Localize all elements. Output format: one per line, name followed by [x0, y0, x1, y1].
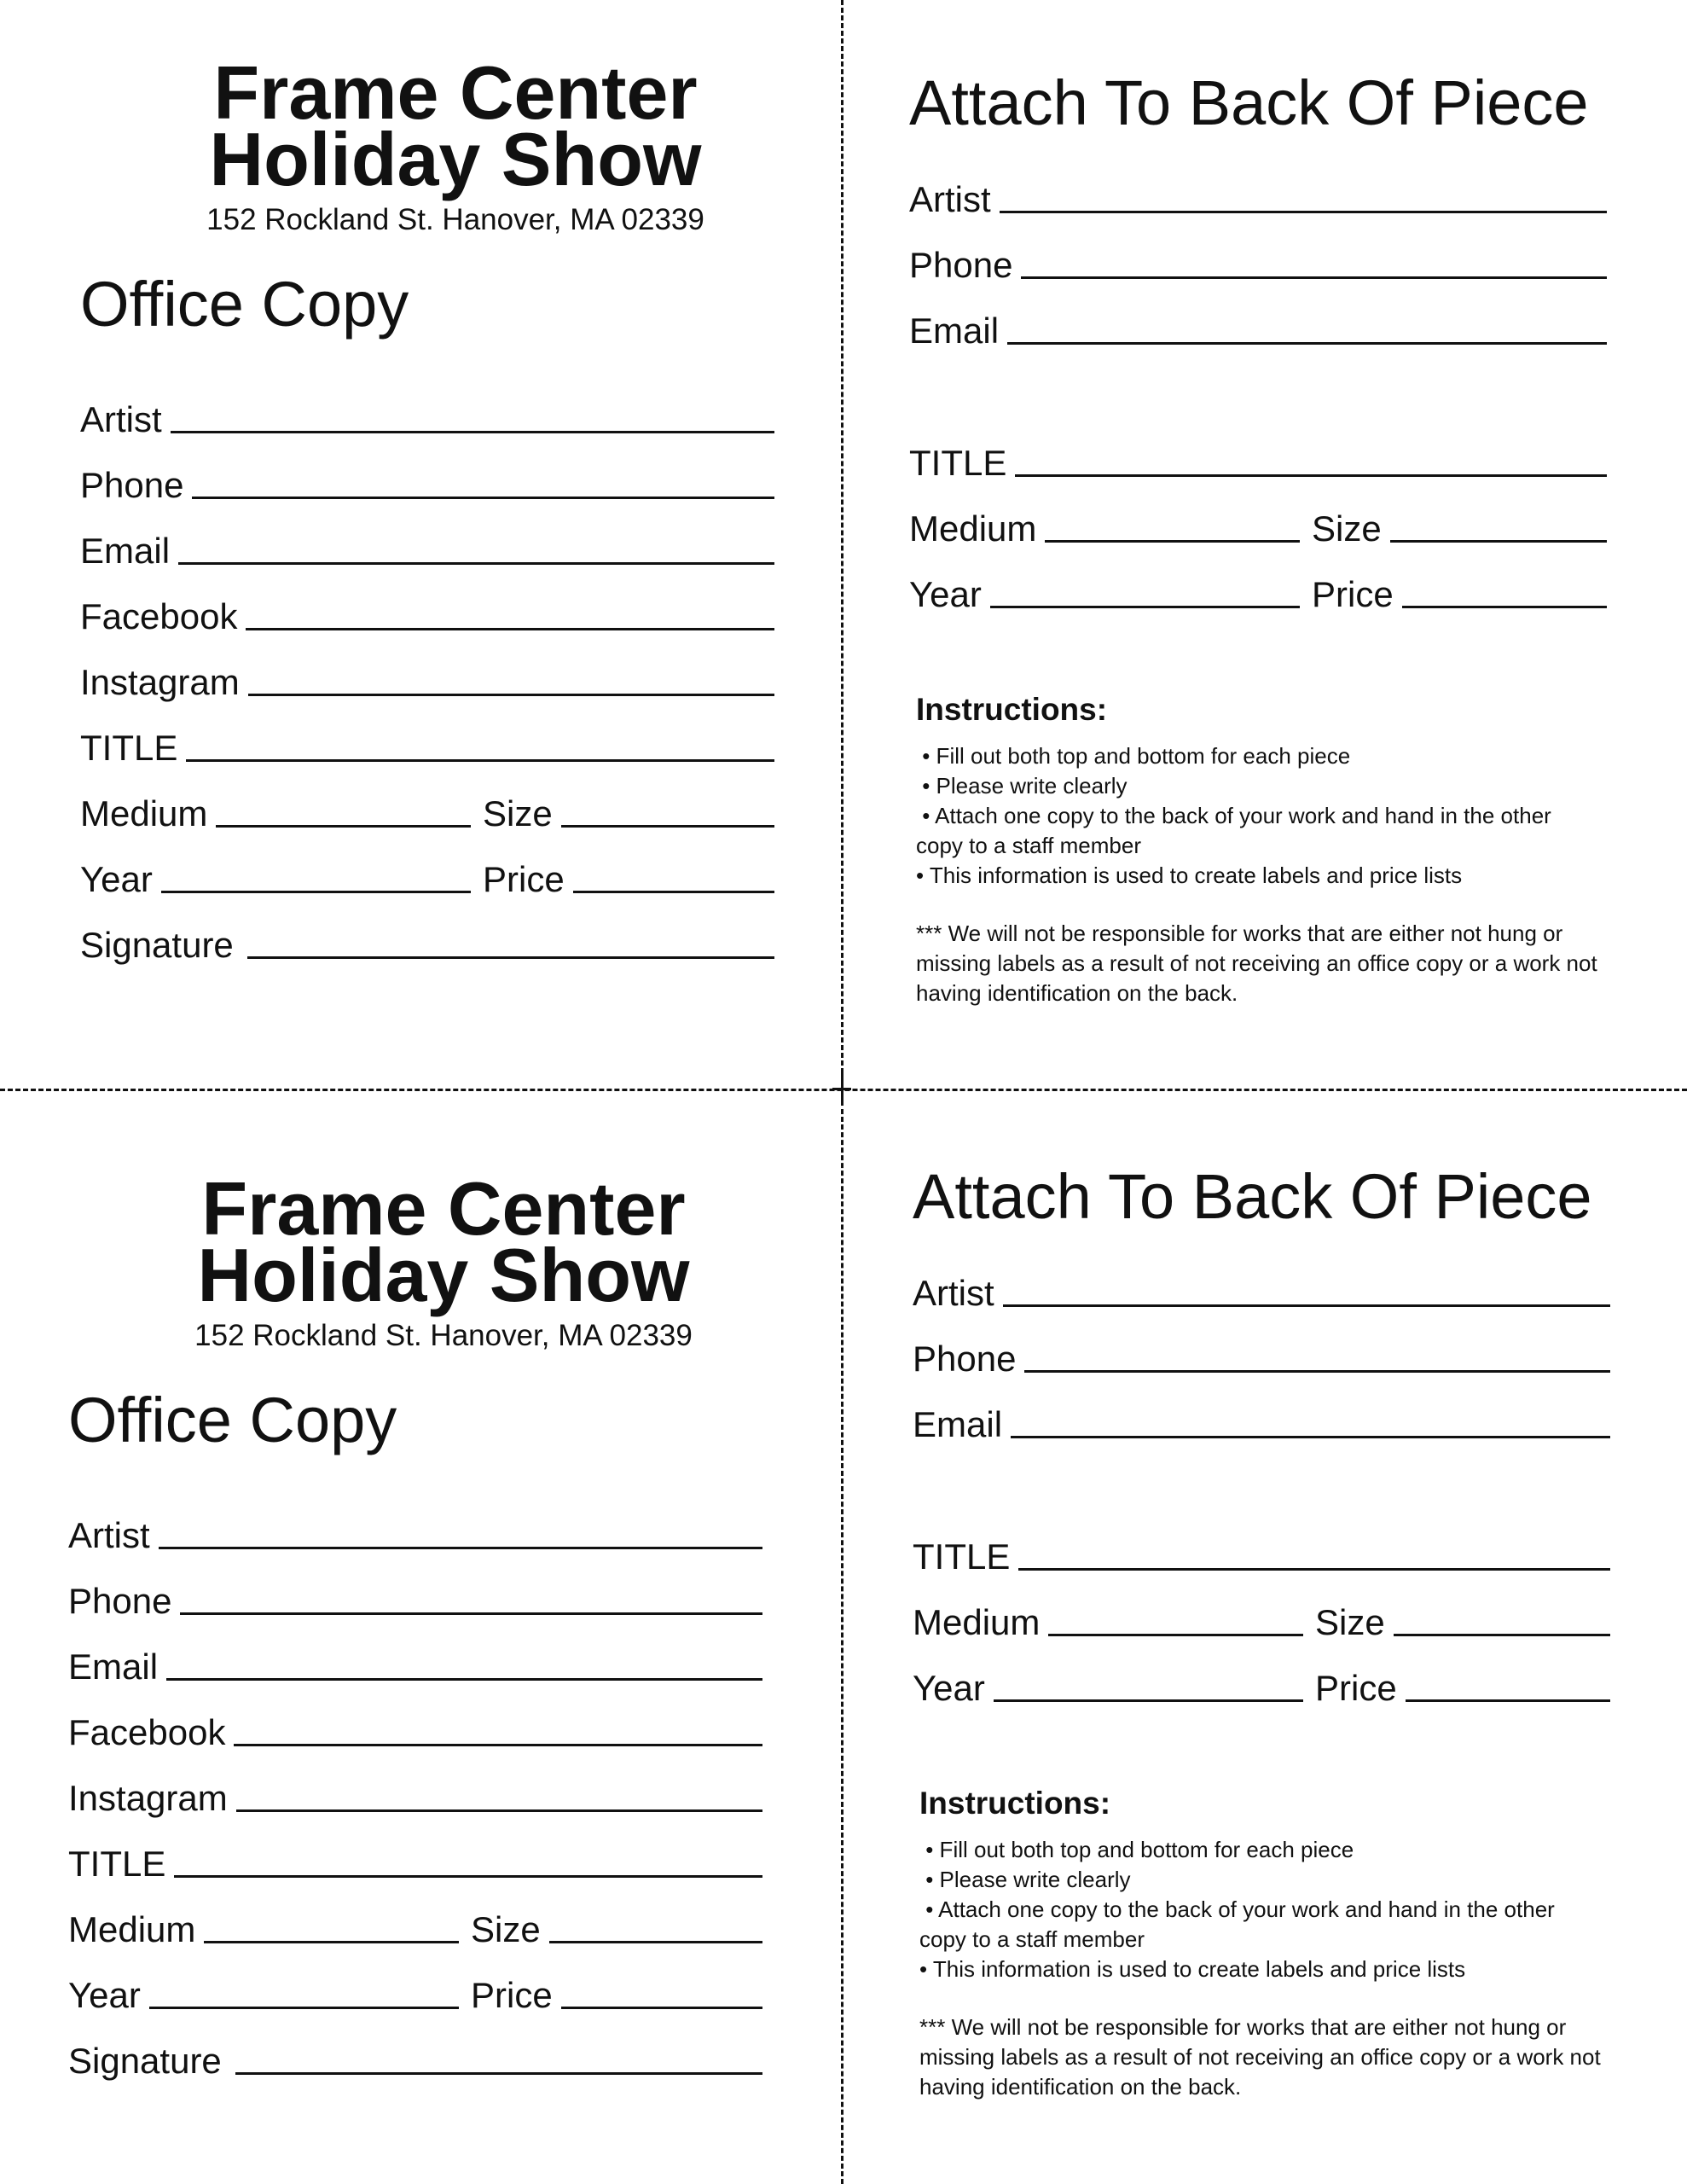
size-label: Size: [1312, 508, 1382, 549]
medium-field[interactable]: [68, 1909, 459, 1950]
instruction-item: copy to a staff member: [919, 1926, 1145, 1952]
year-label: Year: [909, 574, 982, 614]
artist-label: Artist: [909, 179, 991, 219]
email-label: Email: [913, 1404, 1003, 1444]
back-label-form-top: [909, 67, 1660, 1008]
title-field[interactable]: [913, 1512, 1610, 1577]
artist-line[interactable]: [1003, 1304, 1610, 1307]
year-field[interactable]: [68, 1975, 459, 2016]
price-field[interactable]: [483, 859, 774, 900]
instructions-title: Instructions:: [919, 1786, 1111, 1821]
price-line[interactable]: [1402, 605, 1607, 608]
artist-label: Artist: [68, 1515, 150, 1555]
show-title-line1: Frame Center: [201, 1166, 686, 1251]
artist-field[interactable]: [80, 375, 774, 440]
show-title-line2: Holiday Show: [197, 1233, 690, 1317]
artist-label: Artist: [913, 1273, 994, 1313]
facebook-field[interactable]: [80, 572, 774, 637]
instruction-item: • Please write clearly: [919, 1867, 1131, 1892]
facebook-line[interactable]: [246, 627, 774, 630]
instruction-item: • Fill out both top and bottom for each piece: [916, 743, 1351, 769]
size-label: Size: [483, 793, 553, 834]
show-address: 152 Rockland St. Hanover, MA 02339: [194, 1319, 693, 1352]
medium-line[interactable]: [1048, 1633, 1303, 1636]
medium-line[interactable]: [204, 1940, 459, 1943]
phone-line[interactable]: [180, 1612, 762, 1615]
title-field[interactable]: [68, 1819, 762, 1885]
size-field[interactable]: [471, 1909, 762, 1950]
cut-cross-mark: [832, 1073, 851, 1106]
price-label: Price: [483, 859, 565, 899]
office-copy-heading: Office Copy: [68, 1385, 397, 1455]
signature-line[interactable]: [247, 956, 774, 959]
email-line[interactable]: [166, 1677, 762, 1681]
artist-line[interactable]: [1000, 210, 1607, 213]
instructions-block: [913, 1786, 1663, 2102]
email-field[interactable]: [913, 1380, 1610, 1445]
medium-label: Medium: [909, 508, 1037, 549]
instagram-line[interactable]: [248, 693, 774, 696]
year-label: Year: [80, 859, 153, 899]
artist-field[interactable]: [909, 154, 1607, 220]
size-field[interactable]: [483, 793, 774, 834]
office-copy-heading: Office Copy: [80, 269, 409, 340]
price-line[interactable]: [1406, 1699, 1610, 1702]
office-copy-form-bottom: [68, 1166, 819, 2082]
instagram-field[interactable]: [80, 637, 774, 703]
title-label: TITLE: [909, 443, 1007, 483]
email-field[interactable]: [80, 506, 774, 572]
medium-label: Medium: [80, 793, 208, 834]
signature-field[interactable]: [80, 900, 774, 966]
phone-field[interactable]: [909, 220, 1607, 286]
medium-line[interactable]: [216, 824, 471, 828]
liability-note: *** We will not be responsible for works that are either not hung or missing labels as a result of not receiving an office copy or a work not having identification on the back.: [919, 2014, 1601, 2100]
signature-label: Signature: [80, 925, 234, 965]
price-label: Price: [1312, 574, 1394, 614]
artist-field[interactable]: [68, 1490, 762, 1556]
instagram-line[interactable]: [236, 1809, 762, 1812]
phone-label: Phone: [909, 245, 1013, 285]
facebook-field[interactable]: [68, 1687, 762, 1753]
artist-label: Artist: [80, 399, 162, 439]
phone-label: Phone: [80, 465, 184, 505]
year-field[interactable]: [909, 574, 1300, 615]
back-label-heading: Attach To Back Of Piece: [913, 1161, 1592, 1232]
year-line[interactable]: [149, 2006, 459, 2009]
instruction-item: • Attach one copy to the back of your work and hand in the other: [919, 1896, 1555, 1922]
email-line[interactable]: [178, 561, 774, 565]
instruction-item: • Attach one copy to the back of your work and hand in the other: [916, 803, 1551, 828]
instagram-field[interactable]: [68, 1753, 762, 1819]
phone-label: Phone: [68, 1581, 172, 1621]
artist-field[interactable]: [913, 1248, 1610, 1314]
facebook-label: Facebook: [80, 596, 238, 636]
title-field[interactable]: [909, 418, 1607, 484]
facebook-line[interactable]: [234, 1743, 762, 1746]
signature-label: Signature: [68, 2041, 222, 2081]
back-label-form-bottom: [913, 1160, 1663, 2102]
title-label: TITLE: [80, 728, 178, 768]
size-line[interactable]: [549, 1940, 762, 1943]
email-field[interactable]: [68, 1622, 762, 1687]
price-label: Price: [1315, 1668, 1397, 1708]
instruction-item: • This information is used to create labels and price lists: [919, 1956, 1466, 1982]
phone-line[interactable]: [192, 496, 774, 499]
email-label: Email: [80, 531, 171, 571]
medium-line[interactable]: [1045, 539, 1300, 543]
email-line[interactable]: [1007, 341, 1607, 345]
medium-field[interactable]: [909, 508, 1300, 549]
price-field[interactable]: [1315, 1668, 1610, 1709]
instagram-label: Instagram: [68, 1778, 228, 1818]
back-label-heading: Attach To Back Of Piece: [909, 67, 1589, 138]
title-label: TITLE: [68, 1844, 166, 1884]
size-label: Size: [471, 1909, 541, 1949]
email-label: Email: [68, 1647, 159, 1687]
year-label: Year: [913, 1668, 985, 1708]
title-line[interactable]: [1015, 473, 1607, 477]
year-label: Year: [68, 1975, 141, 2015]
size-field[interactable]: [1315, 1602, 1610, 1643]
instruction-item: copy to a staff member: [916, 833, 1141, 858]
phone-field[interactable]: [913, 1314, 1610, 1380]
price-line[interactable]: [573, 890, 774, 893]
instruction-item: • Fill out both top and bottom for each piece: [919, 1837, 1354, 1862]
year-field[interactable]: [80, 859, 471, 900]
instagram-label: Instagram: [80, 662, 240, 702]
year-line[interactable]: [994, 1699, 1303, 1702]
title-field[interactable]: [80, 703, 774, 769]
title-line[interactable]: [1018, 1567, 1610, 1571]
instructions-block: [909, 692, 1660, 1008]
price-field[interactable]: [471, 1975, 762, 2016]
email-line[interactable]: [1011, 1435, 1610, 1438]
phone-label: Phone: [913, 1339, 1017, 1379]
show-title-line2: Holiday Show: [209, 117, 702, 201]
signature-field[interactable]: [68, 2016, 762, 2082]
email-field[interactable]: [909, 286, 1607, 351]
title-line[interactable]: [174, 1874, 762, 1878]
phone-line[interactable]: [1024, 1369, 1610, 1373]
size-line[interactable]: [1394, 1633, 1610, 1636]
year-line[interactable]: [161, 890, 471, 893]
medium-field[interactable]: [80, 793, 471, 834]
medium-label: Medium: [68, 1909, 196, 1949]
instruction-item: • Please write clearly: [916, 773, 1128, 799]
artist-line[interactable]: [159, 1546, 762, 1549]
price-field[interactable]: [1312, 574, 1607, 615]
show-title-line1: Frame Center: [213, 50, 698, 135]
artist-line[interactable]: [171, 430, 774, 433]
title-line[interactable]: [186, 758, 774, 762]
price-line[interactable]: [561, 2006, 762, 2009]
phone-field[interactable]: [80, 440, 774, 506]
phone-line[interactable]: [1021, 276, 1607, 279]
year-field[interactable]: [913, 1668, 1303, 1709]
office-copy-form-top: [80, 50, 831, 966]
instruction-item: • This information is used to create labels and price lists: [916, 863, 1463, 888]
email-label: Email: [909, 311, 1000, 351]
instructions-title: Instructions:: [916, 692, 1108, 727]
facebook-label: Facebook: [68, 1712, 226, 1752]
size-label: Size: [1315, 1602, 1385, 1642]
medium-field[interactable]: [913, 1602, 1303, 1643]
show-address: 152 Rockland St. Hanover, MA 02339: [206, 203, 704, 236]
size-line[interactable]: [561, 824, 774, 828]
liability-note: *** We will not be responsible for works that are either not hung or missing labels as a result of not receiving an office copy or a work not having identification on the back.: [916, 921, 1597, 1006]
year-line[interactable]: [990, 605, 1300, 608]
signature-line[interactable]: [235, 2071, 762, 2075]
medium-label: Medium: [913, 1602, 1041, 1642]
size-field[interactable]: [1312, 508, 1607, 549]
phone-field[interactable]: [68, 1556, 762, 1622]
title-label: TITLE: [913, 1536, 1011, 1577]
size-line[interactable]: [1390, 539, 1607, 543]
price-label: Price: [471, 1975, 553, 2015]
